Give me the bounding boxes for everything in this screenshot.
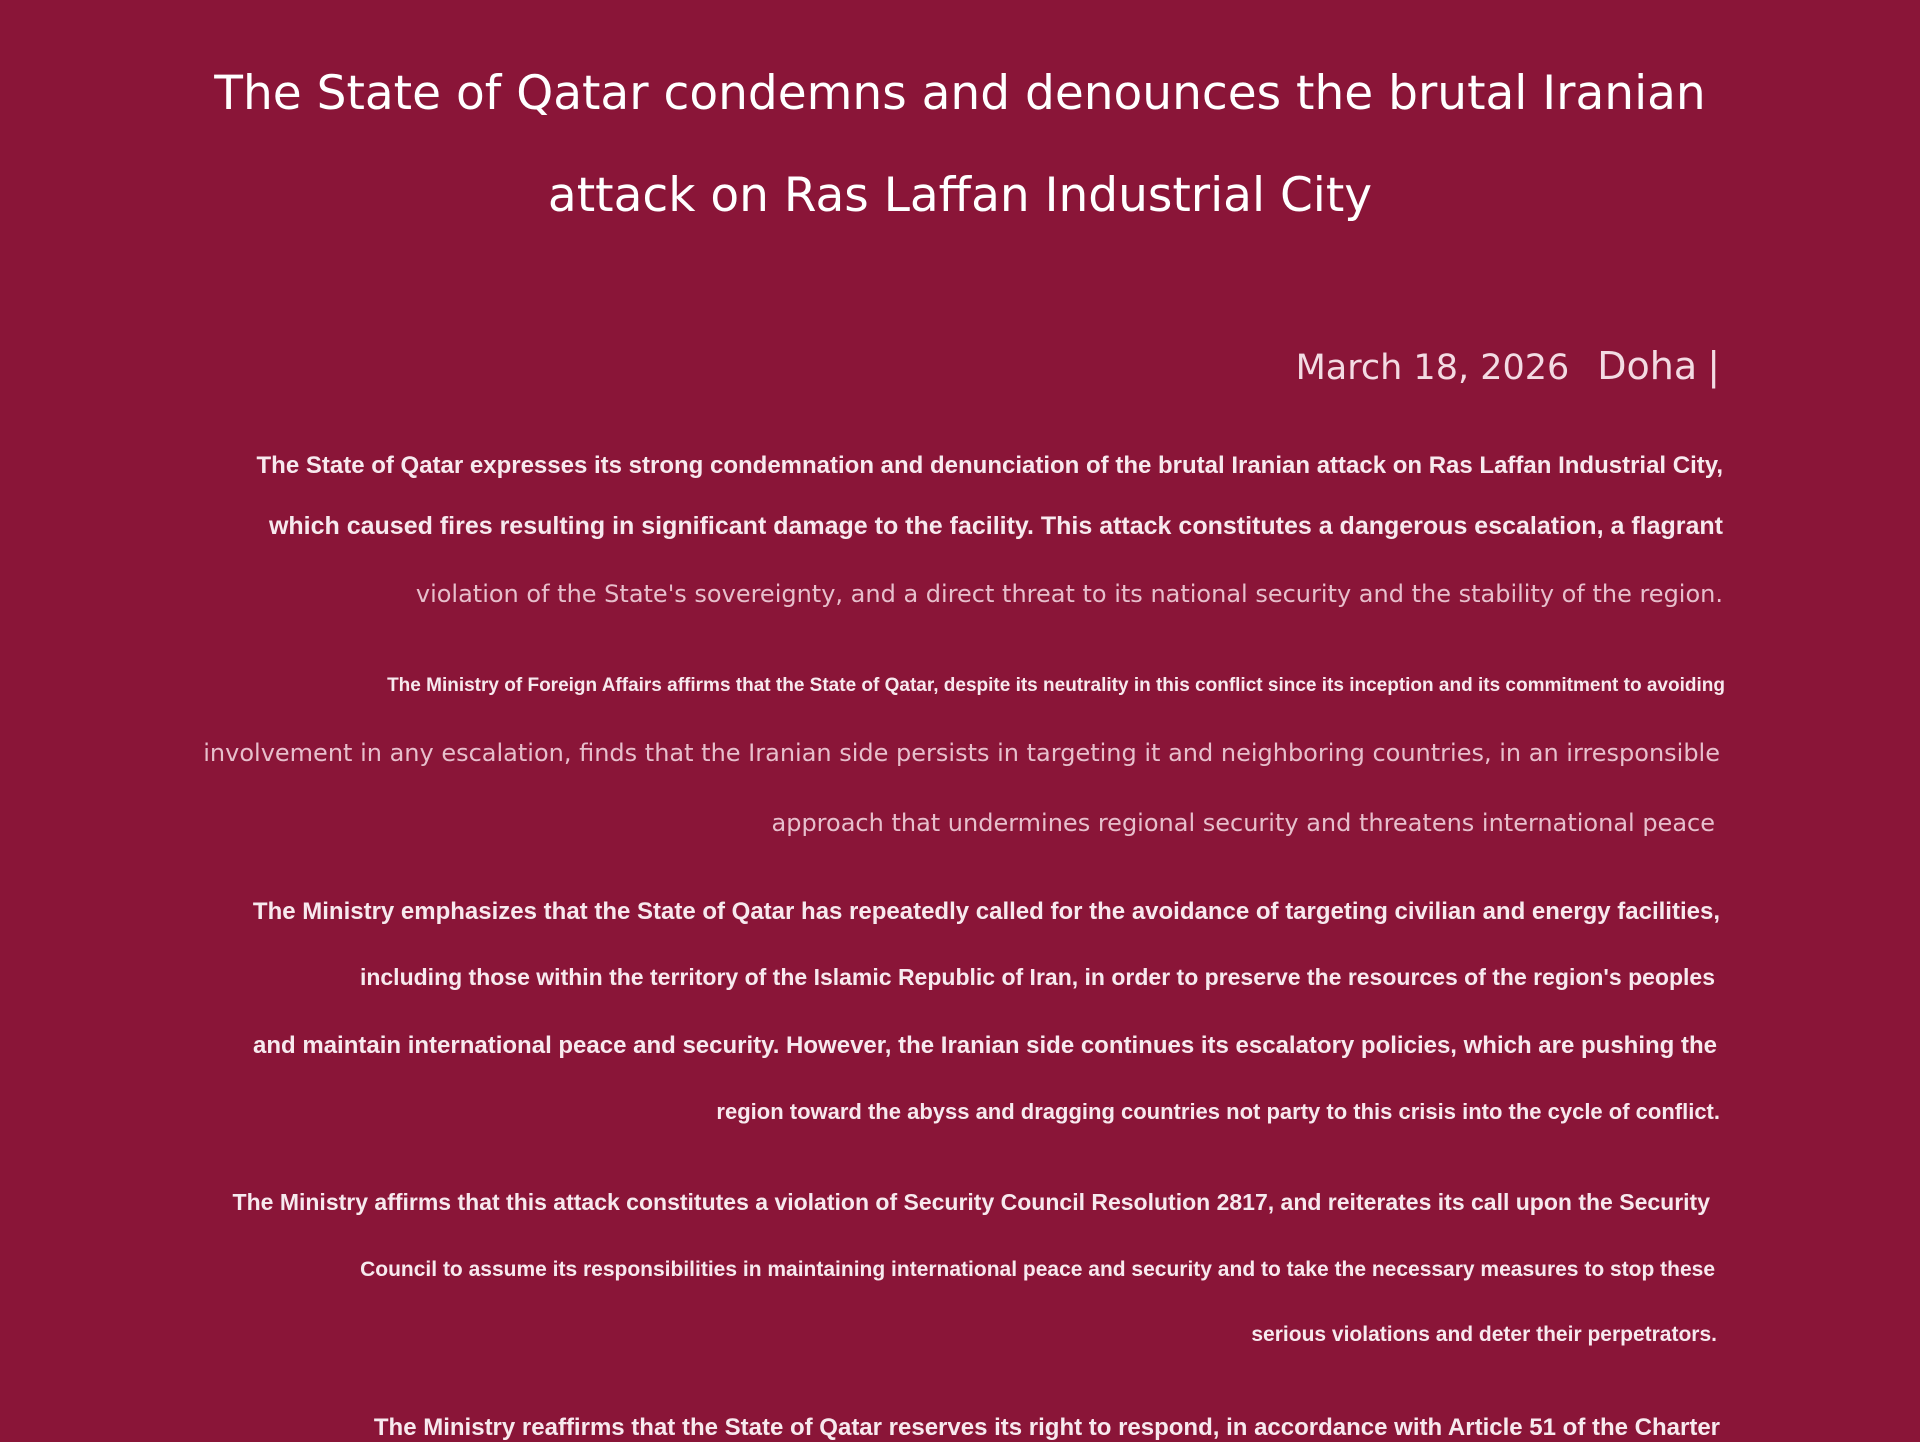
dateline-separator: | [1707, 344, 1720, 388]
paragraph-2-line-3: approach that undermines regional security and threatens international peace [771, 809, 1715, 837]
statement-title-line-1: The State of Qatar condemns and denounces the brutal Iranian [214, 66, 1706, 121]
dateline [1296, 344, 1720, 388]
paragraph-5-line-1: The Ministry reaffirms that the State of Qatar reserves its right to respond, in accordance with Article 51 of the Charter [373, 1414, 1720, 1441]
statement-city: Doha [1597, 344, 1698, 388]
paragraph-3-line-2: including those within the territory of the Islamic Republic of Iran, in order to preserve the resources of the region's peoples [359, 964, 1715, 990]
paragraph-2-line-2: involvement in any escalation, finds that the Iranian side persists in targeting it and neighboring countries, in an irresponsible [203, 739, 1720, 767]
paragraph-1-line-2: which caused fires resulting in significant damage to the facility. This attack constitutes a dangerous escalation, a flagrant [268, 512, 1723, 540]
paragraph-4-line-1: The Ministry affirms that this attack constitutes a violation of Security Council Resolution 2817, and reiterates its call upon the Security [232, 1189, 1710, 1215]
statement-date: March 18, 2026 [1295, 348, 1570, 388]
paragraph-4-line-3: serious violations and deter their perpetrators. [1251, 1323, 1717, 1346]
paragraph-1-line-3: violation of the State's sovereignty, and a direct threat to its national security and the stability of the region. [415, 580, 1723, 608]
paragraph-1-line-1: The State of Qatar expresses its strong condemnation and denunciation of the brutal Iranian attack on Ras Laffan Industrial City, [256, 452, 1723, 479]
statement-title-line-2: attack on Ras Laffan Industrial City [547, 168, 1373, 223]
paragraph-4-line-2: Council to assume its responsibilities in maintaining international peace and security and to take the necessary measures to stop these [360, 1258, 1715, 1281]
paragraph-3-line-4: region toward the abyss and dragging countries not party to this crisis into the cycle of conflict. [716, 1099, 1720, 1124]
paragraph-3-line-1: The Ministry emphasizes that the State of Qatar has repeatedly called for the avoidance of targeting civilian and energy facilities, [252, 898, 1720, 925]
paragraph-2-line-1: The Ministry of Foreign Affairs affirms that the State of Qatar, despite its neutrality in this conflict since its inception and its commitment to avoiding [387, 675, 1725, 696]
paragraph-3-line-3: and maintain international peace and security. However, the Iranian side continues its escalatory policies, which are pushing the [253, 1032, 1717, 1059]
